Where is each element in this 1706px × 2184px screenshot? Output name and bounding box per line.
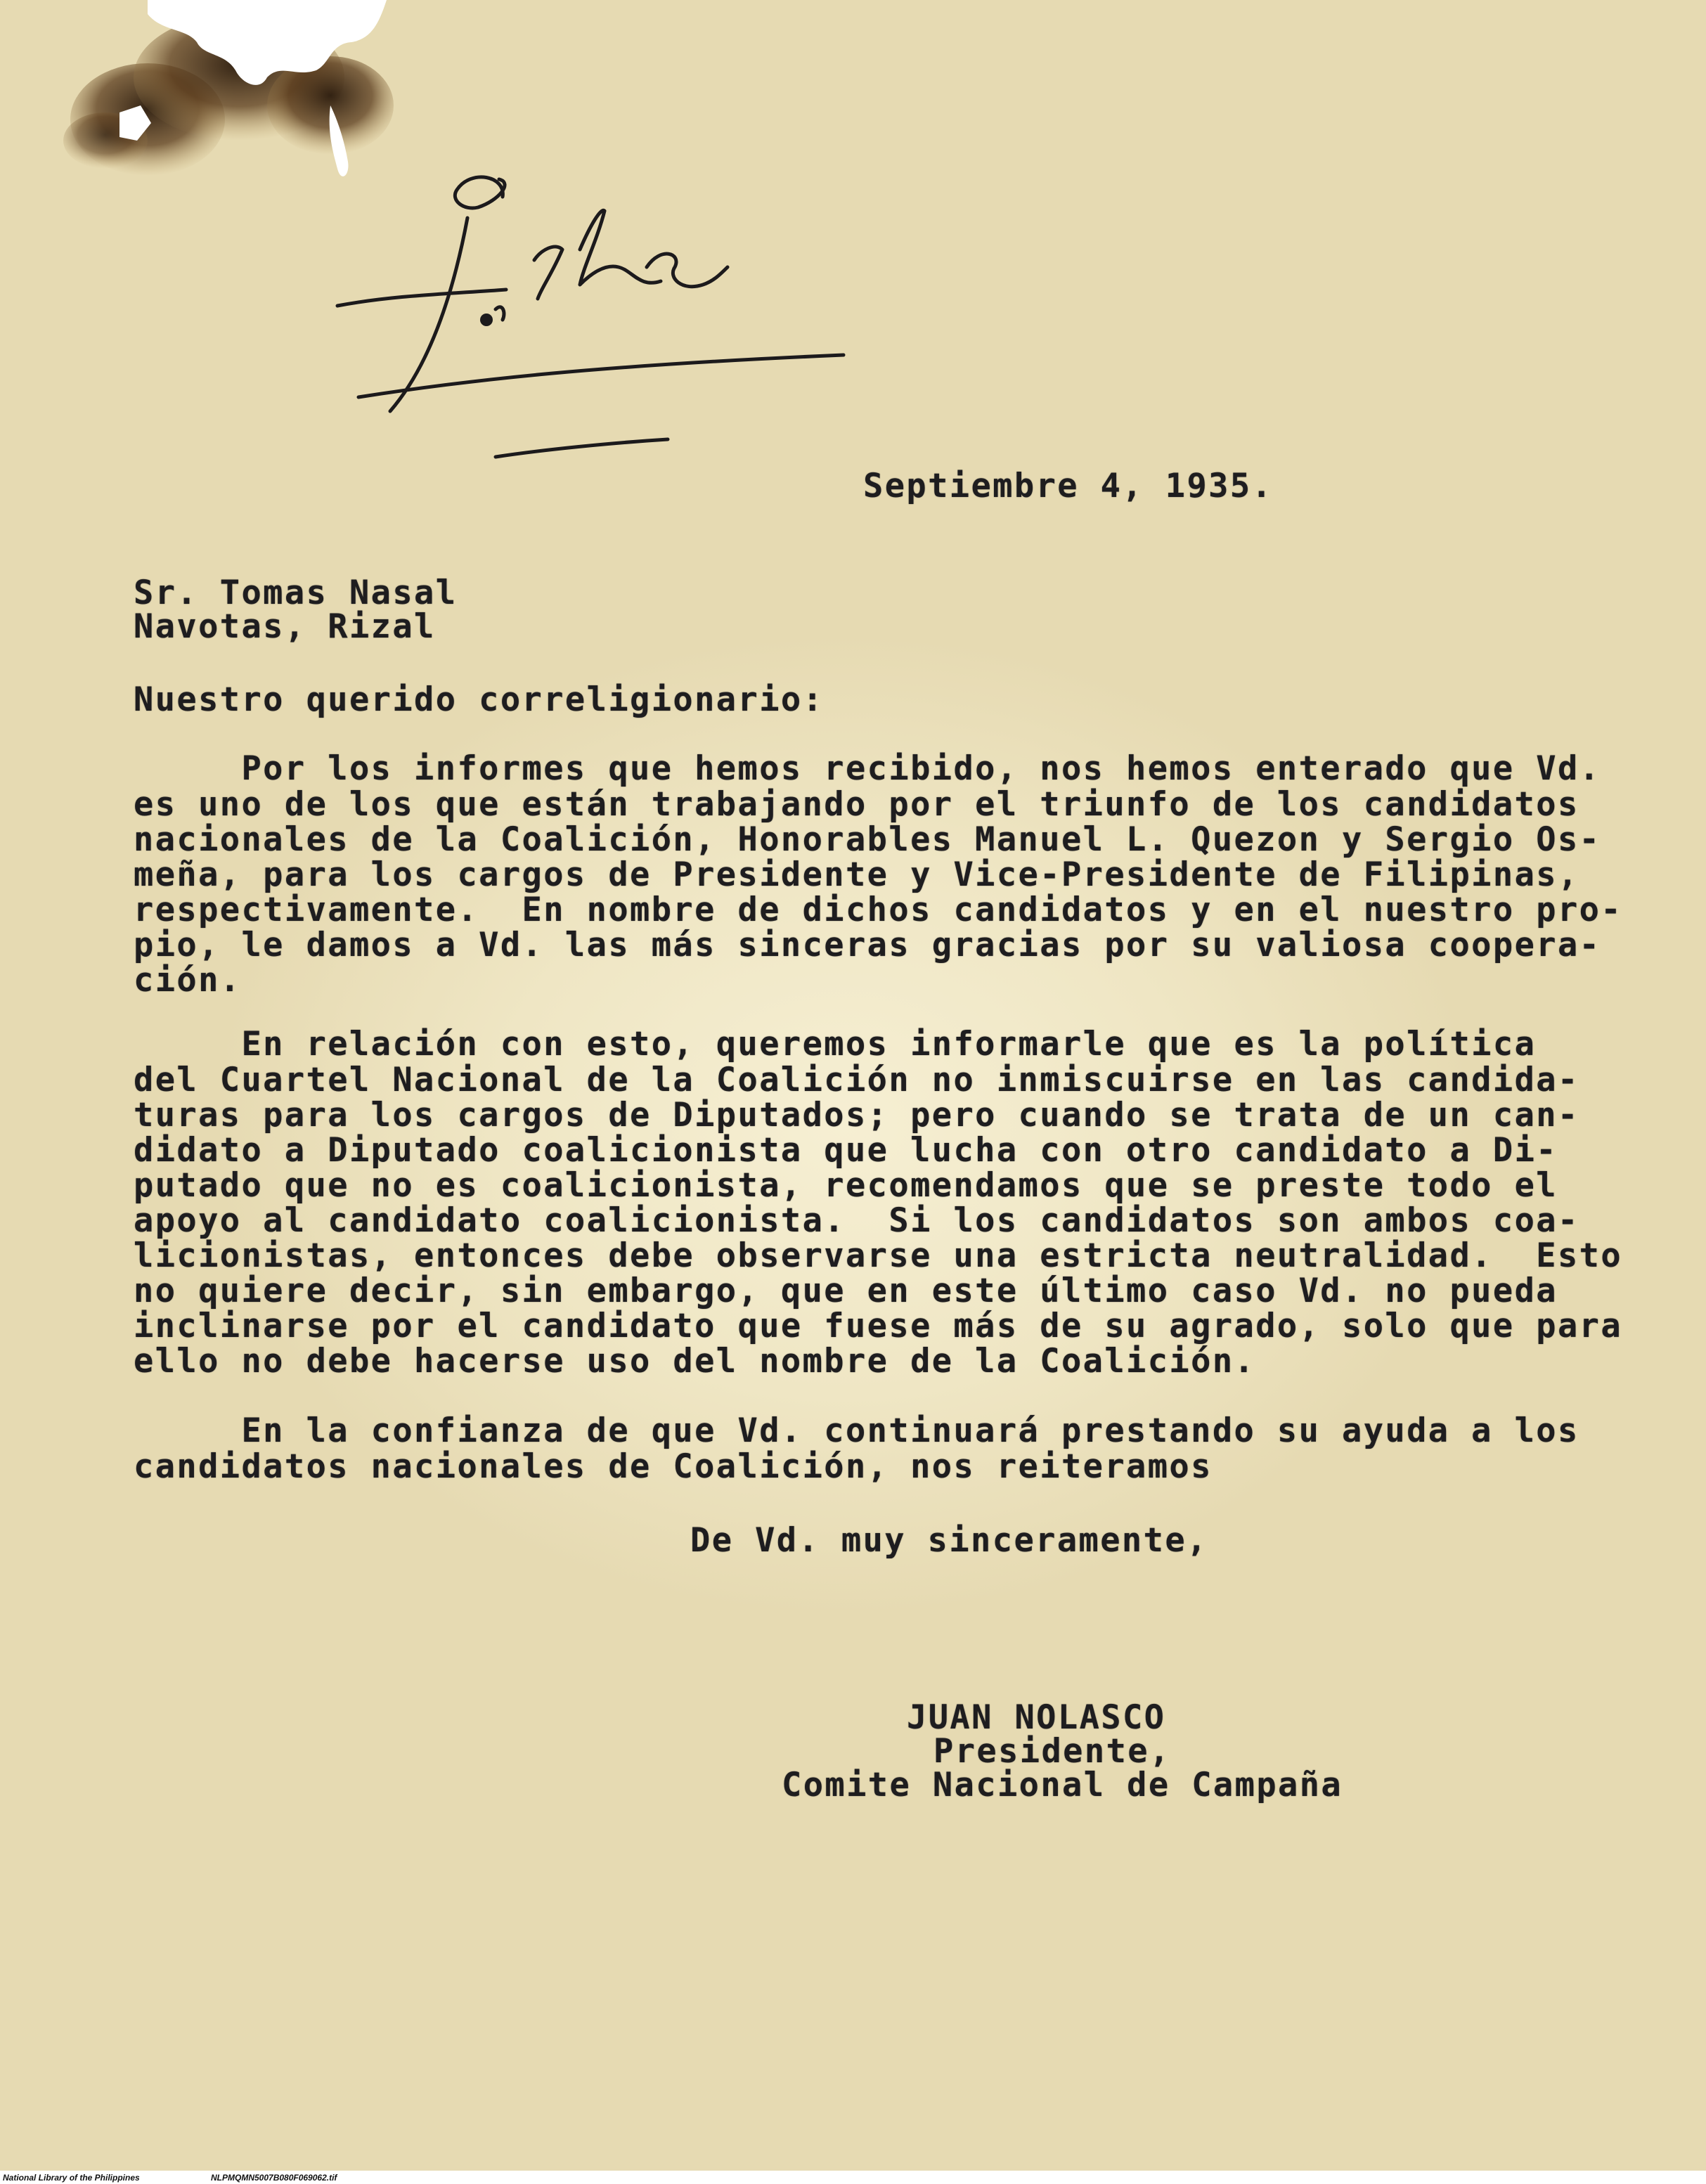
paragraph-line: respectivamente. En nombre de dichos candidatos y en el nuestro pro-	[134, 891, 1623, 929]
paragraph-line: Por los informes que hemos recibido, nos hemos enterado que Vd.	[134, 749, 1601, 788]
torn-hole	[119, 0, 422, 183]
paragraph-line: es uno de los que están trabajando por el triunfo de los candidatos	[134, 785, 1579, 824]
paragraph-line: turas para los cargos de Diputados; pero cuando se trata de un can-	[134, 1096, 1579, 1135]
closing: De Vd. muy sinceramente,	[690, 1521, 1208, 1560]
footer-library: National Library of the Philippines	[3, 2173, 140, 2183]
paragraph-line: En la confianza de que Vd. continuará prestando su ayuda a los	[134, 1411, 1579, 1450]
paragraph-line: no quiere decir, sin embargo, que en este último caso Vd. no pueda	[134, 1272, 1558, 1310]
paragraph-line: ción.	[134, 961, 242, 1000]
archive-footer	[0, 2171, 1706, 2184]
paragraph-line: del Cuartel Nacional de la Coalición no inmiscuirse en las candida-	[134, 1061, 1579, 1099]
handwritten-file-mark	[330, 169, 865, 471]
salutation: Nuestro querido correligionario:	[134, 680, 825, 719]
recipient-name: Sr. Tomas Nasal	[134, 574, 458, 612]
paragraph-line: didato a Diputado coalicionista que lucha con otro candidato a Di-	[134, 1131, 1558, 1170]
paragraph-line: candidatos nacionales de Coalición, nos reiteramos	[134, 1447, 1213, 1486]
paragraph-line: meña, para los cargos de Presidente y Vice-Presidente de Filipinas,	[134, 855, 1579, 894]
paragraph-line: apoyo al candidato coalicionista. Si los candidatos son ambos coa-	[134, 1201, 1579, 1240]
paragraph-line: nacionales de la Coalición, Honorables Manuel L. Quezon y Sergio Os-	[134, 820, 1601, 859]
letter-date: Septiembre 4, 1935.	[863, 467, 1274, 505]
recipient-place: Navotas, Rizal	[134, 607, 436, 646]
signature-name: JUAN NOLASCO	[907, 1698, 1166, 1737]
signature-organization: Comite Nacional de Campaña	[782, 1766, 1343, 1804]
paragraph-line: inclinarse por el candidato que fuese más de su agrado, solo que para	[134, 1307, 1623, 1345]
footer-identifier: NLPMQMN5007B080F069062.tif	[211, 2173, 337, 2183]
signature-title: Presidente,	[933, 1732, 1171, 1771]
paragraph-line: pio, le damos a Vd. las más sinceras gracias por su valiosa coopera-	[134, 926, 1601, 964]
paragraph-line: licionistas, entonces debe observarse una estricta neutralidad. Esto	[134, 1236, 1623, 1275]
paragraph-line: ello no debe hacerse uso del nombre de la Coalición.	[134, 1342, 1256, 1381]
paragraph-line: En relación con esto, queremos informarle que es la política	[134, 1025, 1537, 1064]
paragraph-line: putado que no es coalicionista, recomendamos que se preste todo el	[134, 1166, 1558, 1205]
